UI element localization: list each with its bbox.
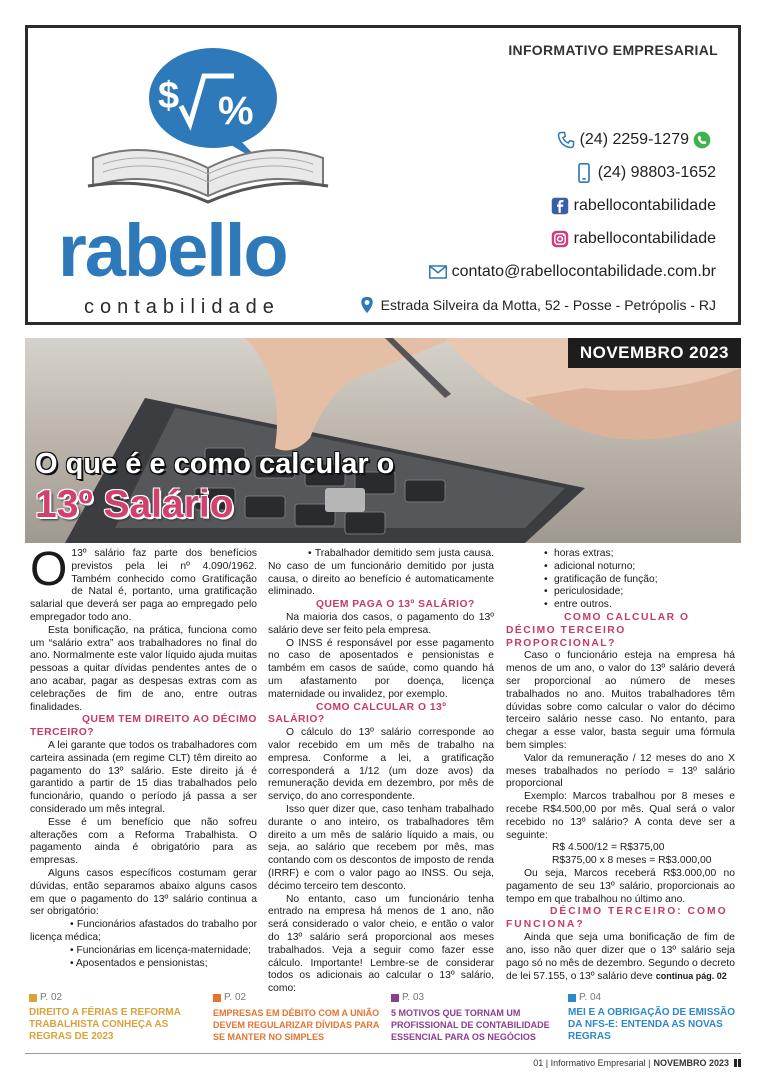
email-address: contato@rabellocontabilidade.com.br — [451, 262, 716, 280]
paragraph: O INSS é responsável por esse pagamento no caso de aposentados e pensionistas e também em casos de saúde, como quando há um afastamento por doença, licença maternidade ou invalidez, por exemplo. — [268, 637, 494, 700]
contact-address — [357, 288, 716, 321]
article-column-2 — [268, 548, 494, 996]
paragraph: Ainda que seja uma bonificação de fim de ano, isso não quer dizer que o 13º salário seja pago só no mês de dezembro. Segundo o decreto de lei 57.155, o 13º salário deve continua pág. 02 — [506, 931, 735, 983]
section-heading: QUEM TEM DIREITO AO DÉCIMO TERCEIRO? — [30, 714, 257, 739]
location-pin-icon — [357, 295, 377, 315]
logo-subtitle: contabilidade — [84, 296, 280, 318]
footer-divider — [25, 1053, 741, 1054]
headline-line1: O que é e como calcular o — [35, 448, 395, 480]
svg-text:%: % — [218, 89, 254, 133]
paragraph: Isso quer dizer que, caso tenham trabalhado durante o ano inteiro, os trabalhadores têm direito a um mês de salário líquido a mais, ou seja, ao salário que recebem por mês, mas contando com os descontos de imposto de renda (IRRF) e com o valor pago ao INSS. Ou seja, décimo terceiro tem desconto. — [268, 803, 494, 892]
logo-book-bubble-icon — [58, 36, 338, 221]
mobile-phone-icon — [574, 163, 594, 183]
section-heading: COMO CALCULAR O 13º SALÁRIO? — [268, 701, 447, 726]
page-marker-icon — [568, 994, 576, 1002]
instagram-icon — [550, 229, 570, 249]
article-column-1 — [30, 543, 257, 970]
teaser-item[interactable] — [29, 992, 204, 1043]
paragraph: Ou seja, Marcos receberá R$3.000,00 no pagamento de seu 13º salário, proporcionais ao tempo em que trabalhou no último ano. — [506, 867, 735, 905]
logo — [58, 36, 338, 321]
paragraph: A lei garante que todos os trabalhadores com carteira assinada (em regime CLT) têm direito ao pagamento do 13º salário. Este direito já é garantido a partir de 15 dias trabalhados pelo funcionário, quando o período já passa a ser considerado um mês integral. — [30, 739, 257, 815]
list-item: • periculosidade; — [554, 586, 735, 599]
teaser-title: EMPRESAS EM DÉBITO COM A UNIÃO DEVEM REGULARIZAR DÍVIDAS PARA SE MANTER NO SIMPLES — [213, 1008, 380, 1042]
footer-edition: NOVEMBRO 2023 — [653, 1058, 729, 1068]
headline-line2: 13º Salário — [35, 483, 234, 526]
paragraph: O 13º salário faz parte dos benefícios previstos pela lei nº 4.090/1962. Também conhecido como Gratificação de Natal é, portanto, uma gratificação salarial que deverá ser paga ao empregado pelo empregador todo ano. — [30, 543, 257, 623]
paragraph: Alguns casos específicos costumam gerar dúvidas, então separamos abaixo alguns casos em que o pagamento do 13º salário continua a ser obrigatório: — [30, 867, 257, 918]
facebook-handle: rabellocontabilidade — [573, 196, 716, 214]
calculation-line: R$375,00 x 8 meses = R$3.000,00 — [552, 855, 712, 867]
list-item: • horas extras; — [554, 548, 735, 561]
teaser-title: DIREITO A FÉRIAS E REFORMA TRABALHISTA CONHEÇA AS REGRAS DE 2023 — [29, 1007, 181, 1042]
paragraph: Na maioria dos casos, o pagamento do 13º salário deve ser feito pela empresa. — [268, 611, 494, 636]
section-heading: QUEM PAGA O 13º SALÁRIO? — [316, 599, 475, 611]
teaser-item[interactable] — [568, 992, 738, 1043]
masthead — [25, 25, 741, 325]
list-item: • adicional noturno; — [554, 561, 735, 574]
teaser-page: P. 02 — [224, 992, 247, 1003]
article-column-3 — [506, 548, 735, 984]
footer-bars-icon — [734, 1059, 741, 1067]
facebook-icon — [550, 196, 570, 216]
phone-icon — [556, 130, 576, 150]
list-item: • Funcionários afastados do trabalho por licença médica; — [30, 919, 257, 943]
page-marker-icon — [213, 994, 221, 1002]
contact-mobile[interactable] — [357, 156, 716, 189]
teaser-item[interactable] — [391, 992, 563, 1043]
allowances-list — [506, 548, 735, 612]
newsletter-kicker: INFORMATIVO EMPRESARIAL — [508, 42, 718, 58]
teaser-page: P. 02 — [40, 992, 63, 1003]
footer-label: Informativo Empresarial — [550, 1058, 646, 1068]
page-marker-icon — [29, 994, 37, 1002]
contact-facebook[interactable] — [357, 189, 716, 222]
list-item: • gratificação de função; — [554, 574, 735, 587]
paragraph: Esta bonificação, na prática, funciona como um “salário extra” aos trabalhadores no final do ano. Normalmente este valor líquido ajuda muitas pessoas a quitar dívidas pendentes antes de o ano acabar, pagar as despesas extras com as celebrações de fim de ano, entre outras finalidades. — [30, 624, 257, 713]
mobile-number: (24) 98803-1652 — [597, 163, 716, 181]
teaser-title: 5 MOTIVOS QUE TORNAM UM PROFISSIONAL DE CONTABILIDADE ESSENCIAL PARA OS NEGÓCIOS — [391, 1008, 550, 1042]
instagram-handle: rabellocontabilidade — [573, 229, 716, 247]
paragraph: Caso o funcionário esteja na empresa há menos de um ano, o valor do 13º salário deverá ser proporcional ao número de meses trabalhados no ano. Muitos trabalhadores têm dúvidas sobre como calcular o valor do décimo terceiro salário nesse caso. No entanto, para chegar a esse valor, basta seguir uma fórmula bem simples: — [506, 650, 735, 751]
formula: Valor da remuneração / 12 meses do ano X meses trabalhados no período = 13º salário proporcional — [506, 752, 735, 790]
drop-cap: O — [30, 543, 68, 596]
teaser-page: P. 03 — [402, 992, 425, 1003]
paragraph: Esse é um benefício que não sofreu alterações com a Reforma Trabalhista. O pagamento ainda é obrigatório para as empresas. — [30, 816, 257, 867]
whatsapp-icon — [692, 130, 712, 150]
envelope-icon — [428, 262, 448, 282]
paragraph: No entanto, caso um funcionário tenha entrado na empresa há menos de 1 ano, não será considerado o valor cheio, e então o valor do 13º salário será proporcional aos meses trabalhados. Veja a seguir como fazer esse cálculo. Importante! Lembre-se de considerar todos os adicionais ao calcular o 13º salário, como: — [268, 893, 494, 995]
section-heading: COMO CALCULAR O DÉCIMO TERCEIRO PROPORCIONAL? — [506, 611, 690, 649]
teaser-title: MEI E A OBRIGAÇÃO DE EMISSÃO DA NFS-E: ENTENDA AS NOVAS REGRAS — [568, 1007, 736, 1042]
logo-wordmark: rabello — [58, 209, 287, 292]
calculation-line: R$ 4.500/12 = R$375,00 — [552, 842, 665, 854]
teaser-item[interactable] — [213, 992, 389, 1043]
paragraph: O cálculo do 13º salário corresponde ao valor recebido em um mês de trabalho na empresa. Conforme a lei, a gratificação corresponderá a 1/12 (um doze avos) da remuneração devida em dezembro, por mês de serviço, do ano correspondente. — [268, 727, 494, 803]
section-heading: DÉCIMO TERCEIRO: COMO FUNCIONA? — [506, 906, 728, 931]
street-address: Estrada Silveira da Motta, 52 - Posse - Petrópolis - RJ — [380, 296, 716, 313]
list-item: • Aposentados e pensionistas; — [70, 957, 208, 969]
contact-list — [357, 123, 716, 321]
page-marker-icon — [391, 994, 399, 1002]
contact-email[interactable] — [357, 255, 716, 288]
paragraph: Exemplo: Marcos trabalhou por 8 meses e recebe R$4.500,00 por mês. Qual será o valor recebido no 13º salário? A conta deve ser a seguinte: — [506, 791, 735, 841]
svg-text:$: $ — [158, 75, 180, 117]
edition-month-badge: NOVEMBRO 2023 — [568, 338, 741, 368]
inside-teasers — [25, 992, 741, 1048]
phone-number: (24) 2259-1279 — [579, 130, 689, 148]
contact-phone[interactable] — [357, 123, 716, 156]
hero-banner — [25, 338, 741, 543]
teaser-page: P. 04 — [579, 992, 602, 1003]
list-item: • Funcionárias em licença-maternidade; — [70, 944, 252, 956]
page-number: 01 — [533, 1058, 544, 1068]
contact-instagram[interactable] — [357, 222, 716, 255]
continued-link[interactable]: continua pág. 02 — [655, 971, 727, 982]
list-item: • entre outros. — [554, 599, 735, 612]
list-item: • Trabalhador demitido sem justa causa. No caso de um funcionário demitido por justa causa, o direito ao benefício é automaticamente eliminado. — [268, 548, 494, 598]
page-footer: 01 | Informativo Empresarial | NOVEMBRO 2023 — [533, 1058, 741, 1068]
